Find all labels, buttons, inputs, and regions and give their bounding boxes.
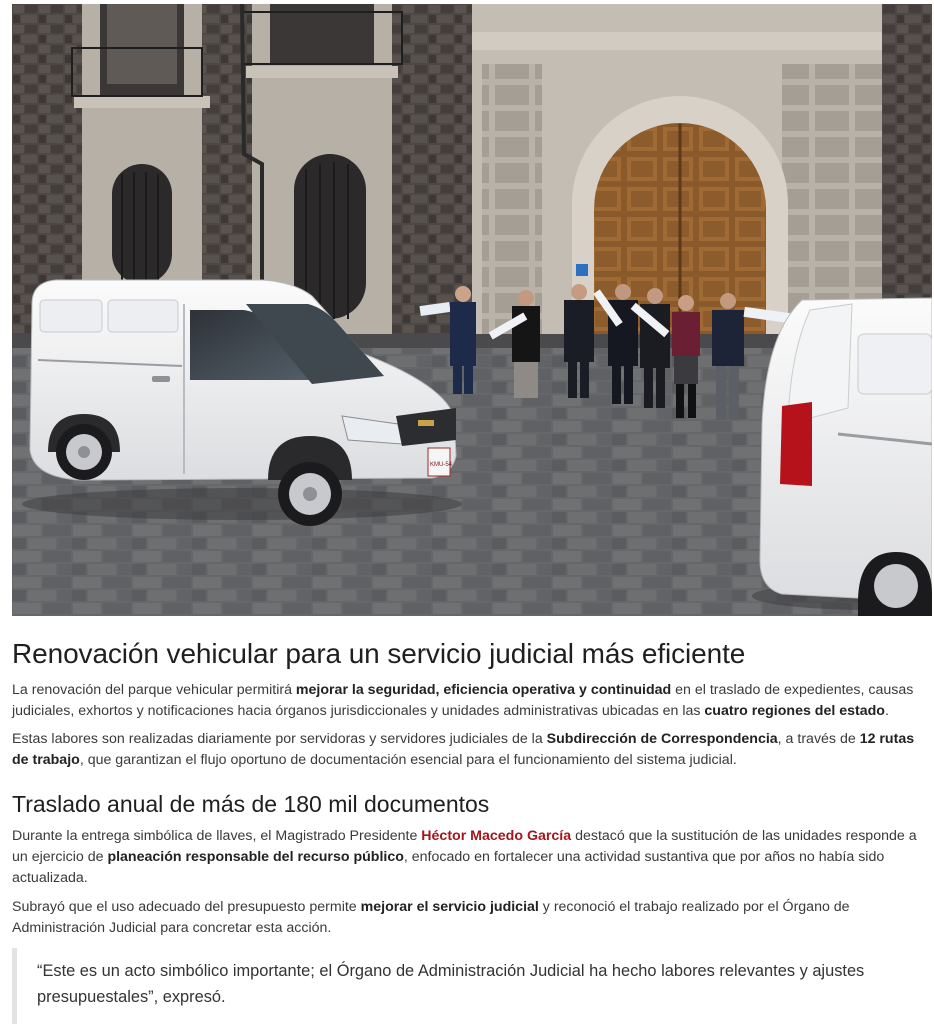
article-subheading: Traslado anual de más de 180 mil documentos: [12, 791, 490, 817]
text-span: , que garantizan el flujo oportuno de documentación esencial para el funcionamiento del sistema judicial.: [79, 752, 737, 768]
text-span: y reconoció el trabajo realizado por el Órgano de Administración Judicial para concretar esta acción.: [12, 899, 850, 936]
text-span: en el traslado de expedientes, causas judiciales, exhortos y notificaciones hacia órganos jurisdiccionales y unidades administrativas ubicadas en las: [12, 682, 914, 719]
text-span: , enfocado en fortalecer una actividad sustantiva que por años no había sido actualizada.: [12, 849, 885, 886]
article-blockquote: [12, 948, 924, 1024]
text-span: .: [884, 703, 889, 719]
bold-span: cuatro regiones del estado: [704, 703, 885, 719]
article-photo: [12, 4, 932, 616]
bold-span: 12 rutas de trabajo: [12, 731, 915, 768]
license-plate-text: KMU-54: [430, 462, 453, 468]
text-span: destacó que la sustitución de las unidades responde a un ejercicio de: [12, 828, 917, 865]
paragraph-budget: [12, 897, 924, 939]
article-headline: Renovación vehicular para un servicio judicial más eficiente: [12, 638, 746, 669]
text-span: Subrayó que el uso adecuado del presupuesto permite: [12, 899, 361, 915]
text-span: Durante la entrega simbólica de llaves, el Magistrado Presidente: [12, 828, 422, 844]
paragraph-correspondence: [12, 729, 924, 771]
text-span: Estas labores son realizadas diariamente por servidoras y servidores judiciales de la: [12, 731, 547, 747]
text-span: , a través de: [777, 731, 860, 747]
bold-span: Subdirección de Correspondencia: [546, 731, 778, 747]
text-span: La renovación del parque vehicular permitirá: [12, 682, 296, 698]
highlighted-name: Héctor Macedo García: [421, 828, 572, 844]
bold-span: mejorar la seguridad, eficiencia operativa y continuidad: [295, 682, 672, 698]
paragraph-vehicle-renewal: [12, 680, 924, 722]
quote-text: “Este es un acto simbólico importante; el Órgano de Administración Judicial ha hecho labores relevantes y ajustes presupuestales”, expresó.: [37, 962, 865, 1006]
bold-span: mejorar el servicio judicial: [360, 899, 539, 915]
paragraph-key-delivery: [12, 826, 924, 889]
bold-span: planeación responsable del recurso público: [107, 849, 404, 865]
